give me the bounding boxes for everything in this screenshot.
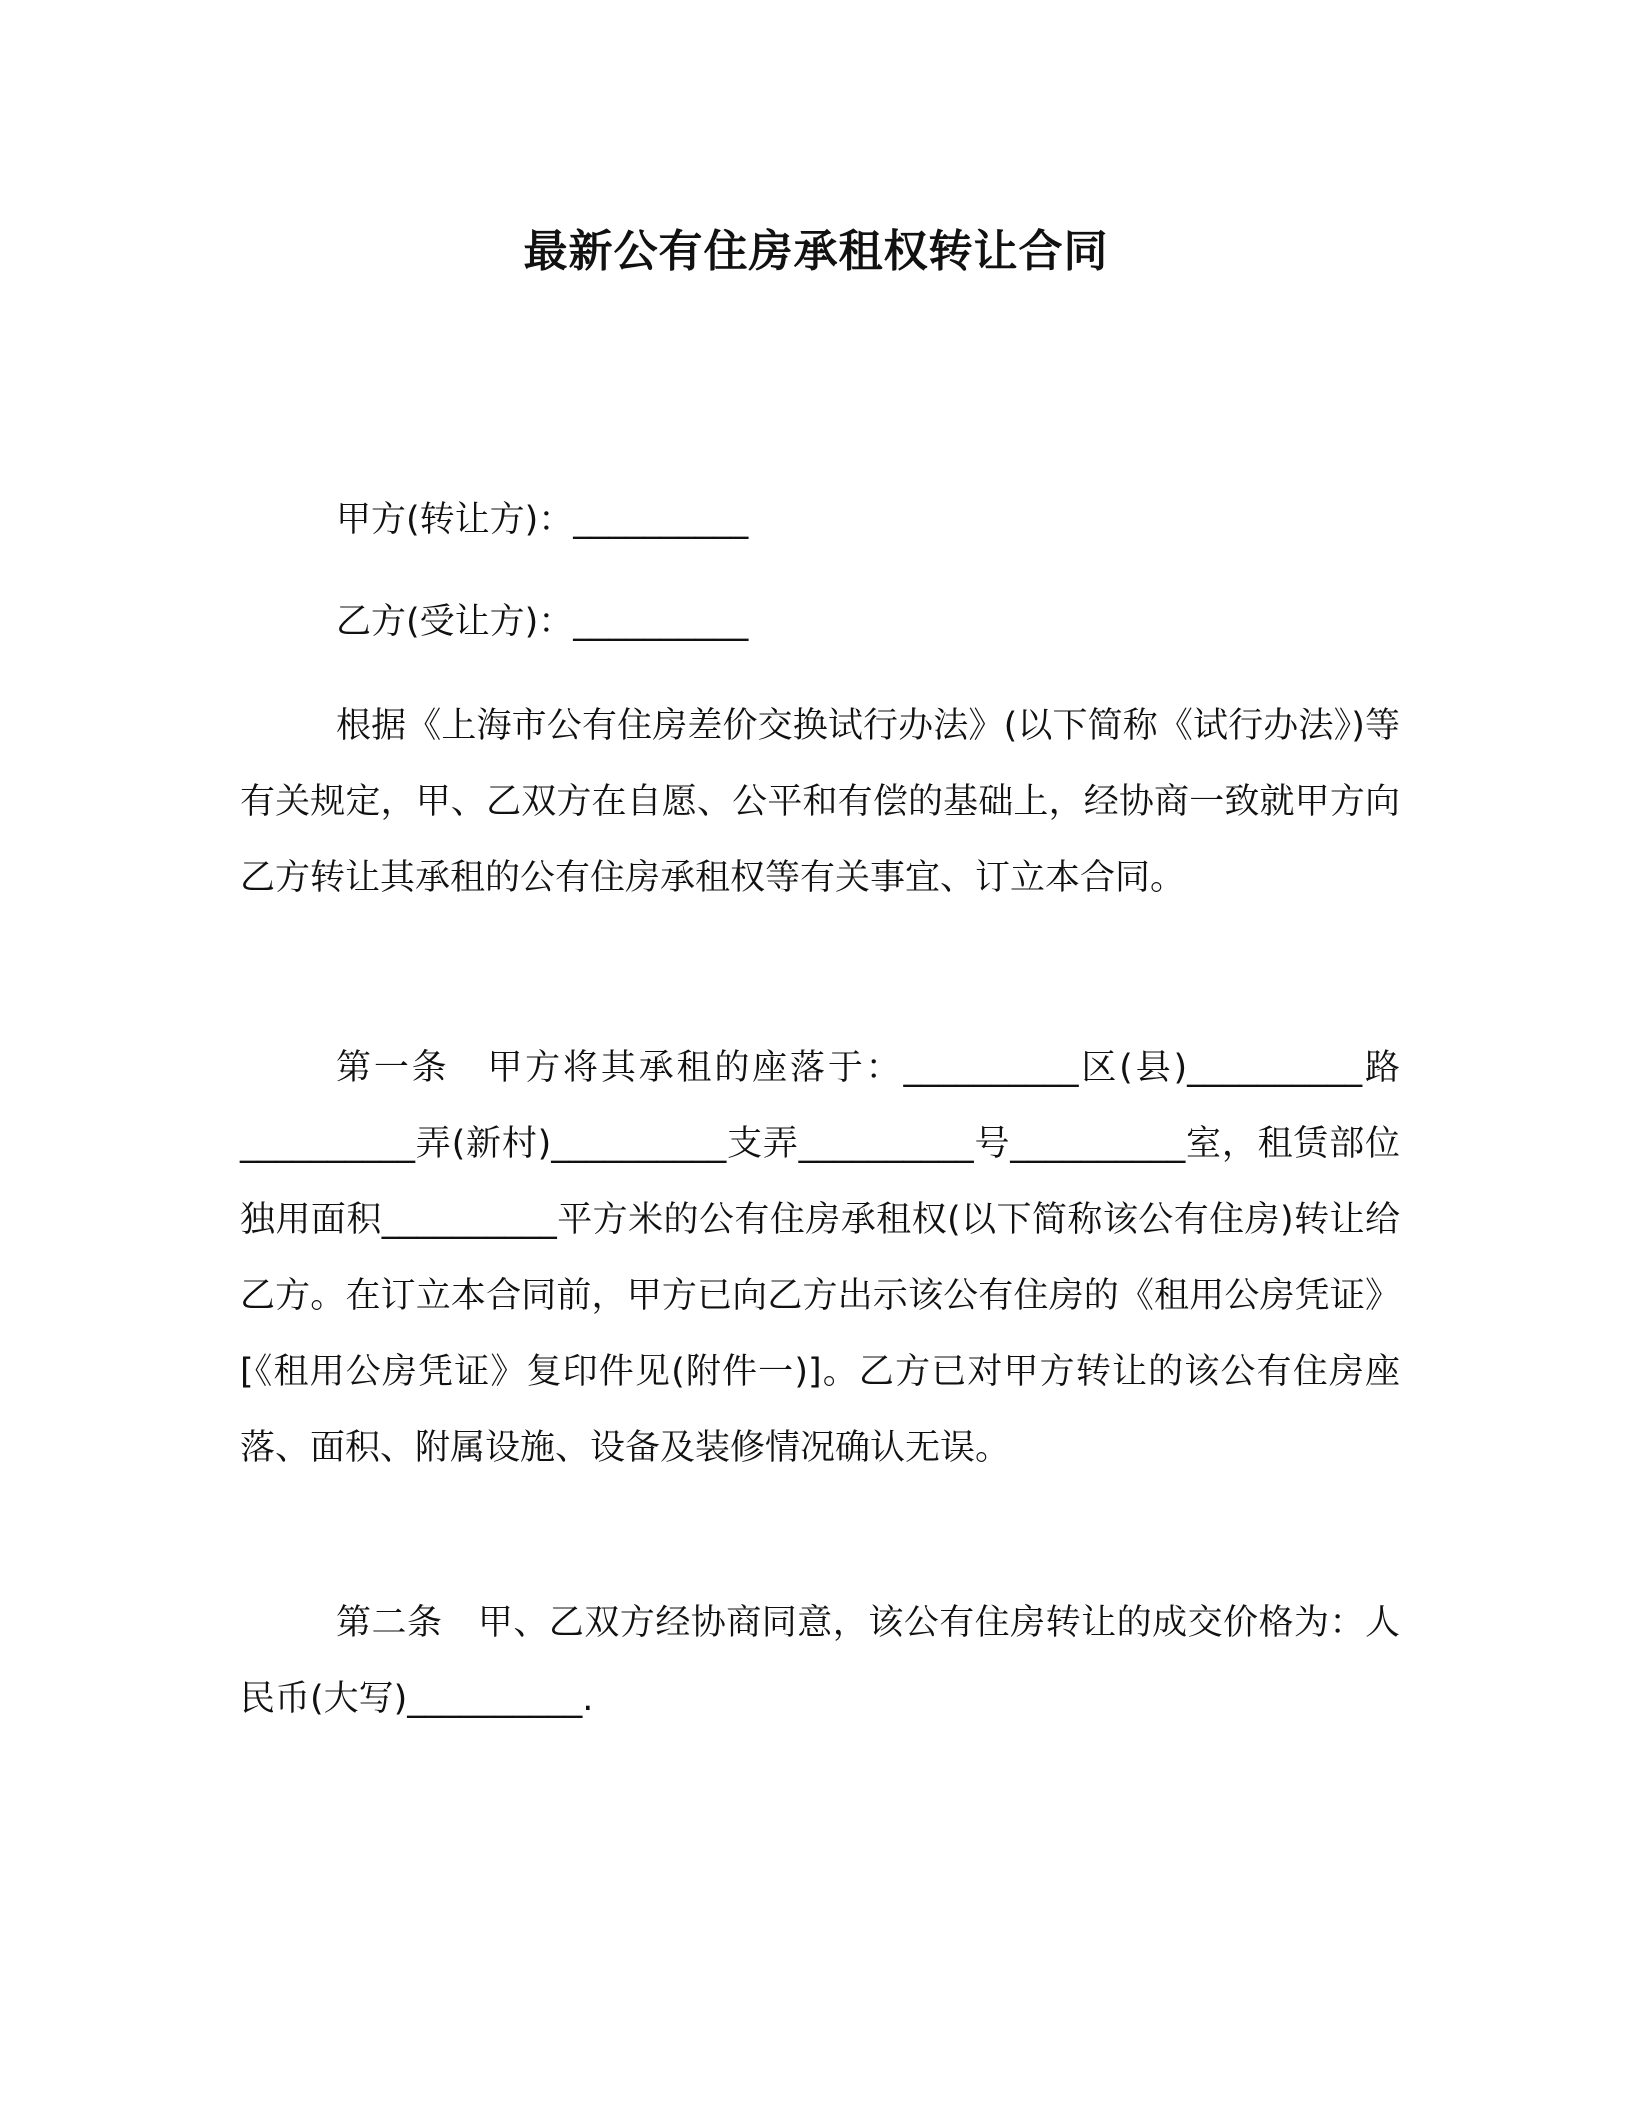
article-1-paragraph: 第一条 甲方将其承租的座落于：__________区(县)__________路__________弄(新村)__________支弄__________号__________室，租赁部位独用面积__________平方米的公有住房承租权(以下简称该公有住房)转让给乙方。在订立本合同前，甲方已向乙方出示该公有住房的《租用公房凭证》[《租用公房凭证》复印件见(附件一)]。乙方已对甲方转让的该公有住房座落、面积、附属设施、设备及装修情况确认无误。 — [240, 1048, 1400, 1468]
document-title: 最新公有住房承租权转让合同 — [523, 226, 1109, 277]
article-2-paragraph: 第二条 甲、乙双方经协商同意，该公有住房转让的成交价格为：人民币(大写)__________. — [240, 1603, 1400, 1719]
party-a-line: 甲方(转让方)：__________ — [336, 500, 749, 540]
party-b-line: 乙方(受让方)：__________ — [336, 602, 749, 642]
preamble-paragraph: 根据《上海市公有住房差价交换试行办法》(以下简称《试行办法》)等有关规定，甲、乙双方在自愿、公平和有偿的基础上，经协商一致就甲方向乙方转让其承租的公有住房承租权等有关事宜、订立本合同。 — [240, 706, 1400, 898]
